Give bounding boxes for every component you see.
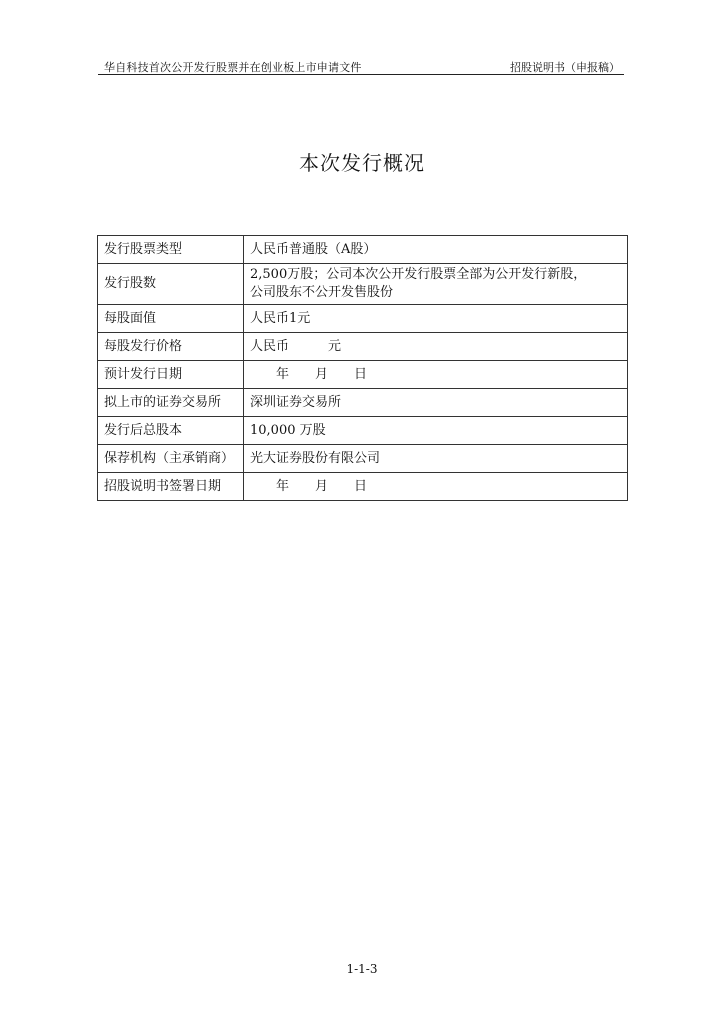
table-row bbox=[98, 389, 628, 417]
document-header-right: 招股说明书（申报稿） bbox=[510, 61, 620, 74]
row-label: 每股面值 bbox=[98, 305, 244, 333]
row-value bbox=[244, 264, 628, 305]
row-label: 拟上市的证券交易所 bbox=[98, 389, 244, 417]
table-row bbox=[98, 361, 628, 389]
table-row bbox=[98, 417, 628, 445]
row-value: 年 月 日 bbox=[244, 473, 628, 501]
table-row bbox=[98, 264, 628, 305]
row-label: 发行股数 bbox=[98, 264, 244, 305]
row-label: 每股发行价格 bbox=[98, 333, 244, 361]
row-value: 人民币普通股（A股） bbox=[244, 236, 628, 264]
document-header-left: 华自科技首次公开发行股票并在创业板上市申请文件 bbox=[104, 61, 362, 74]
row-value: 光大证券股份有限公司 bbox=[244, 445, 628, 473]
offering-overview-table bbox=[97, 235, 628, 501]
table-row bbox=[98, 333, 628, 361]
row-value-line: 2,500万股；公司本次公开发行股票全部为公开发行新股， bbox=[250, 267, 587, 282]
row-value: 深圳证券交易所 bbox=[244, 389, 628, 417]
row-value: 人民币 元 bbox=[244, 333, 628, 361]
row-value: 10,000 万股 bbox=[244, 417, 628, 445]
table-row bbox=[98, 305, 628, 333]
header-divider bbox=[98, 74, 624, 75]
row-label: 发行股票类型 bbox=[98, 236, 244, 264]
row-value-line: 公司股东不公开发售股份 bbox=[250, 285, 394, 300]
page-number: 1-1-3 bbox=[346, 962, 378, 976]
row-value: 人民币1元 bbox=[244, 305, 628, 333]
row-label: 招股说明书签署日期 bbox=[98, 473, 244, 501]
table-row bbox=[98, 236, 628, 264]
page-title: 本次发行概况 bbox=[299, 151, 425, 175]
table-row bbox=[98, 473, 628, 501]
table-row bbox=[98, 445, 628, 473]
row-label: 保荐机构（主承销商） bbox=[98, 445, 244, 473]
row-value: 年 月 日 bbox=[244, 361, 628, 389]
row-label: 发行后总股本 bbox=[98, 417, 244, 445]
row-label: 预计发行日期 bbox=[98, 361, 244, 389]
